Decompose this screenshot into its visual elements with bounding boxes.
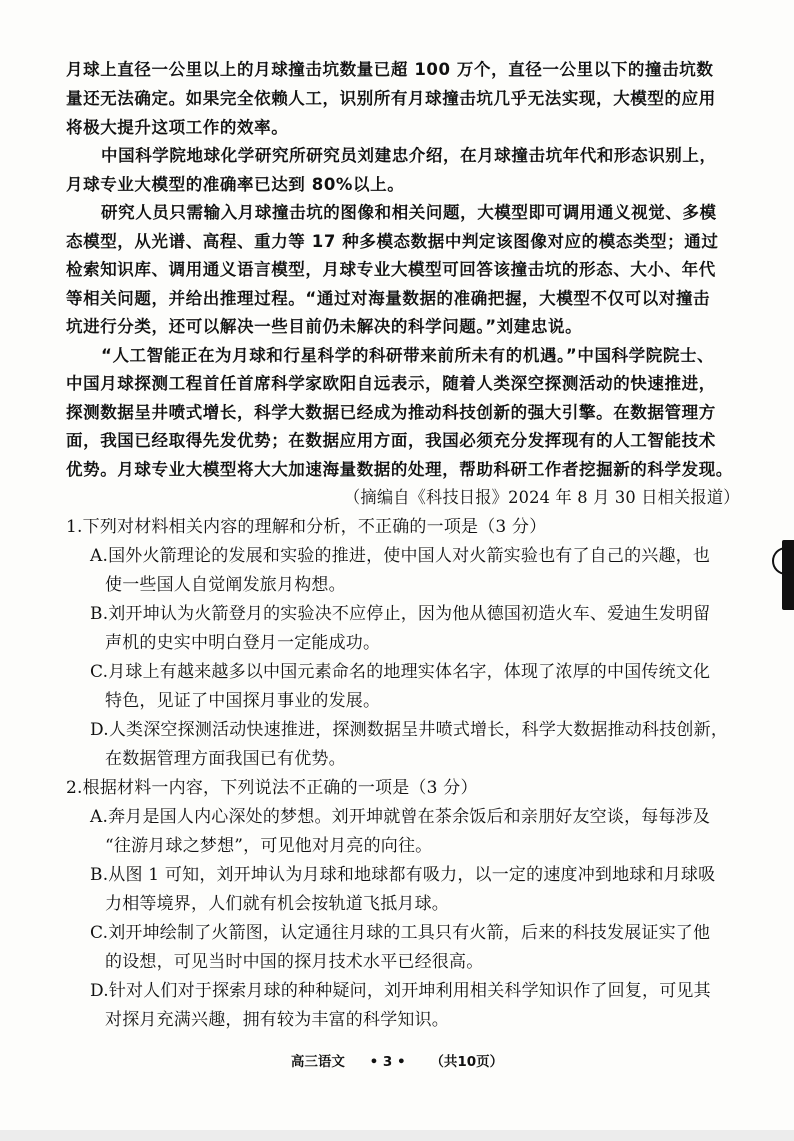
q2-option-a: A.奔月是国人内心深处的梦想。刘开坤就曾在茶余饭后和亲朋好友空谈，每每涉及 xyxy=(90,807,711,827)
q1-option-c-cont: 特色，见证了中国探月事业的发展。 xyxy=(105,691,381,711)
q2-option-a-cont: “往游月球之梦想”，可见他对月亮的向往。 xyxy=(105,836,433,856)
page-footer xyxy=(0,1050,794,1070)
q1-option-a-cont: 使一些国人自觉阐发旅月构想。 xyxy=(105,575,346,595)
q1-option-d: D.人类深空探测活动快速推进，探测数据呈井喷式增长，科学大数据推动科技创新， xyxy=(90,720,729,740)
q1-option-b: B.刘开坤认为火箭登月的实验决不应停止，因为他从德国初造火车、爱迪生发明留 xyxy=(90,604,711,624)
q2-option-d-cont: 对探月充满兴趣，拥有较为丰富的科学知识。 xyxy=(105,1010,449,1030)
passage-line: 态模型，从光谱、高程、重力等 17 种多模态数据中判定该图像对应的模态类型；通过 xyxy=(66,232,719,251)
passage-line: “人工智能正在为月球和行星科学的科研带来前所未有的机遇。”中国科学院院士、 xyxy=(101,346,715,365)
passage-line: 中国月球探测工程首任首席科学家欧阳自远表示，随着人类深空探测活动的快速推进， xyxy=(66,374,716,393)
q1-option-a: A.国外火箭理论的发展和实验的推进，使中国人对火箭实验也有了自己的兴趣，也 xyxy=(90,546,711,566)
passage-line: 等相关问题，并给出推理过程。“通过对海量数据的准确把握，大模型不仅可以对撞击 xyxy=(66,289,711,308)
q1-option-d-cont: 在数据管理方面我国已有优势。 xyxy=(105,749,346,769)
passage-line: 面，我国已经取得先发优势；在数据应用方面，我国必须充分发挥现有的人工智能技术 xyxy=(66,431,716,450)
passage-line: 中国科学院地球化学研究所研究员刘建忠介绍，在月球撞击坑年代和形态识别上， xyxy=(101,146,717,165)
source-note: （摘编自《科技日报》2024 年 8 月 30 日相关报道） xyxy=(344,488,740,508)
q1-option-c: C.月球上有越来越多以中国元素命名的地理实体名字，体现了浓厚的中国传统文化 xyxy=(90,662,711,682)
question-1-stem: 1.下列对材料相关内容的理解和分析，不正确的一项是（3 分） xyxy=(66,517,547,537)
q2-option-b: B.从图 1 可知，刘开坤认为月球和地球都有吸力，以一定的速度冲到地球和月球吸 xyxy=(90,865,716,885)
binding-hole-mark xyxy=(772,547,794,575)
scan-bottom-edge xyxy=(0,1130,794,1141)
footer-subject: 高三语文 xyxy=(290,1054,345,1070)
q2-option-d: D.针对人们对于探索月球的种种疑问，刘开坤利用相关科学知识作了回复，可见其 xyxy=(90,981,711,1001)
q2-option-b-cont: 力相等境界，人们就有机会按轨道飞抵月球。 xyxy=(105,894,449,914)
q2-option-c-cont: 的设想，可见当时中国的探月技术水平已经很高。 xyxy=(105,952,484,972)
passage-line: 优势。月球专业大模型将大大加速海量数据的处理，帮助科研工作者挖掘新的科学发现。 xyxy=(66,460,733,479)
passage-line: 研究人员只需输入月球撞击坑的图像和相关问题，大模型即可调用通义视觉、多模 xyxy=(101,203,717,222)
footer-total-pages: （共10页） xyxy=(430,1054,504,1070)
passage-line: 将极大提升这项工作的效率。 xyxy=(66,118,289,137)
passage-line: 量还无法确定。如果完全依赖人工，识别所有月球撞击坑几乎无法实现，大模型的应用 xyxy=(66,89,716,108)
passage-line: 月球专业大模型的准确率已达到 80%以上。 xyxy=(66,175,405,194)
passage-line: 坑进行分类，还可以解决一些目前仍未解决的科学问题。”刘建忠说。 xyxy=(66,317,583,336)
passage-line: 检索知识库、调用通义语言模型，月球专业大模型可回答该撞击坑的形态、大小、年代 xyxy=(66,260,716,279)
footer-page-number: • 3 • xyxy=(369,1054,406,1070)
q2-option-c: C.刘开坤绘制了火箭图，认定通往月球的工具只有火箭，后来的科技发展证实了他 xyxy=(90,923,711,943)
passage-line: 月球上直径一公里以上的月球撞击坑数量已超 100 万个，直径一公里以下的撞击坑数 xyxy=(66,60,714,79)
question-2-stem: 2.根据材料一内容，下列说法不正确的一项是（3 分） xyxy=(66,778,478,798)
q1-option-b-cont: 声机的史实中明白登月一定能成功。 xyxy=(105,633,381,653)
passage-line: 探测数据呈井喷式增长，科学大数据已经成为推动科技创新的强大引擎。在数据管理方 xyxy=(66,403,716,422)
